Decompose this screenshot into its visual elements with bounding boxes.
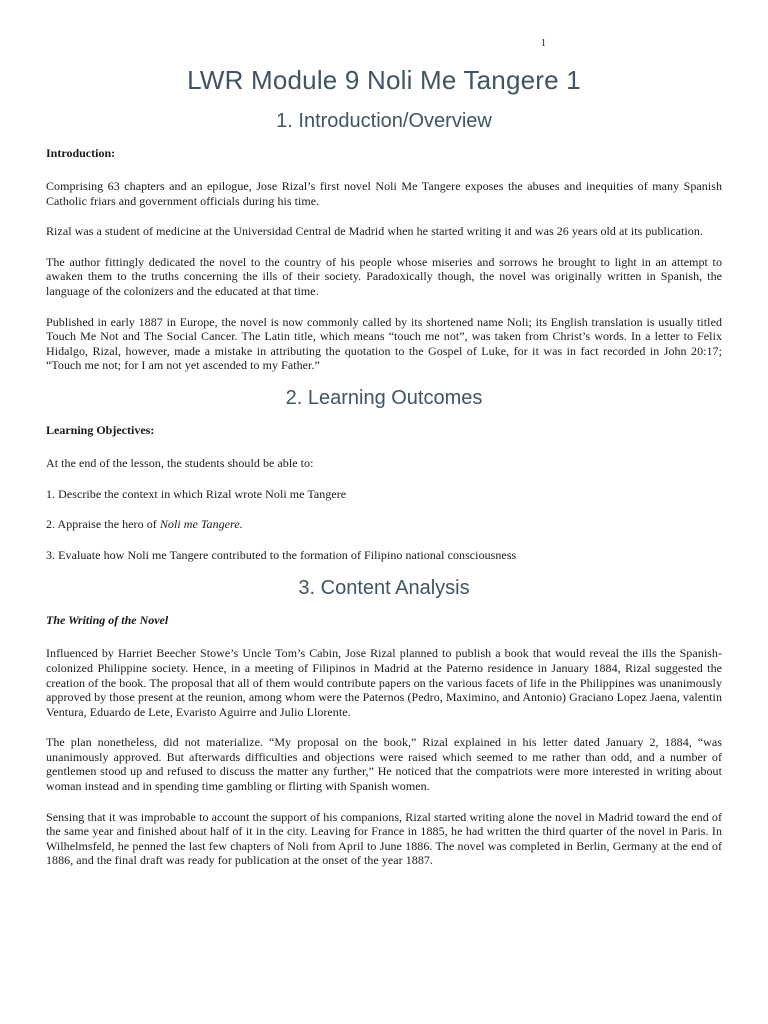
introduction-label: Introduction:: [46, 146, 116, 160]
intro-paragraph: Comprising 63 chapters and an epilogue, Jose Rizal’s first novel Noli Me Tangere exposes the abuses and inequities of many Spanish Catholic friars and government officials during his time.: [46, 179, 722, 208]
content-paragraph: Influenced by Harriet Beecher Stowe’s Uncle Tom’s Cabin, Jose Rizal planned to publish a book that would reveal the ills the Spanish-colonized Philippine society. Hence, in a meeting of Filipinos in Madrid at the Paterno residence in January 1884, Rizal suggested the creation of the book. The proposal that all of them would contribute papers on the various facets of life in the Philippines was unanimously approved by those present at the reunion, among whom were the Paternos (Pedro, Maximino, and Antonio) Graciano Lopez Jaena, valentin Ventura, Eduardo de Lete, Evaristo Aguirre and Julio Llorente.: [46, 646, 722, 719]
content-paragraph: Sensing that it was improbable to account the support of his companions, Rizal started writing alone the novel in Madrid toward the end of the same year and finished about half of it in the city. Leaving for France in 1885, he had written the third quarter of the novel in Paris. In Wilhelmsfeld, he penned the last few chapters of Noli from April to June 1886. The novel was completed in Berlin, Germany at the end of 1886, and the final draft was ready for publication at the onset of the year 1887.: [46, 809, 722, 868]
section-heading-content-analysis: 3. Content Analysis: [298, 577, 470, 600]
objective-item: 1. Describe the context in which Rizal wrote Noli me Tangere: [46, 486, 347, 501]
objective-text: 2. Appraise the hero of: [46, 517, 160, 532]
content-paragraph: The plan nonetheless, did not materialize. “My proposal on the book,” Rizal explained in his letter dated January 2, 1884, “was unanimously approved. But afterwards difficulties and objections were raised which seemed to me rather than odd, and a number of gentlemen stood up and refused to discuss the matter any further,” He noticed that the compatriots were more interested in writing about woman instead and in spending time gambling or flirting with Spanish women.: [46, 735, 722, 794]
page-number: 1: [541, 38, 546, 49]
section-heading-learning-outcomes: 2. Learning Outcomes: [285, 386, 483, 409]
intro-paragraph: Rizal was a student of medicine at the Universidad Central de Madrid when he started writing it and was 26 years old at its publication.: [46, 224, 703, 239]
learning-objectives-label: Learning Objectives:: [46, 422, 155, 437]
section-heading-introduction: 1. Introduction/Overview: [276, 110, 492, 132]
subsection-label-writing-of-novel: The Writing of the Novel: [46, 613, 169, 628]
objective-italic-title: Noli me Tangere.: [159, 517, 243, 532]
document-title: LWR Module 9 Noli Me Tangere 1: [187, 65, 581, 95]
objective-item: [46, 517, 722, 532]
intro-paragraph: The author fittingly dedicated the novel to the country of his people whose miseries and sorrows he brought to light in an attempt to awaken them to the truths concerning the ills of their society. Paradoxically though, the novel was originally written in Spanish, the language of the colonizers and the educated at that time.: [46, 254, 722, 298]
objectives-intro: At the end of the lesson, the students should be able to:: [46, 455, 314, 470]
objective-item: 3. Evaluate how Noli me Tangere contributed to the formation of Filipino national consciousness: [46, 547, 517, 562]
intro-paragraph: Published in early 1887 in Europe, the novel is now commonly called by its shortened name Noli; its English translation is usually titled Touch Me Not and The Social Cancer. The Latin title, which means “touch me not”, was taken from Christ’s words. In a letter to Felix Hidalgo, Rizal, however, made a mistake in attributing the quotation to the Gospel of Luke, for it was in fact recorded in John 20:17; “Touch me not; for I am not yet ascended to my Father.”: [46, 314, 722, 373]
